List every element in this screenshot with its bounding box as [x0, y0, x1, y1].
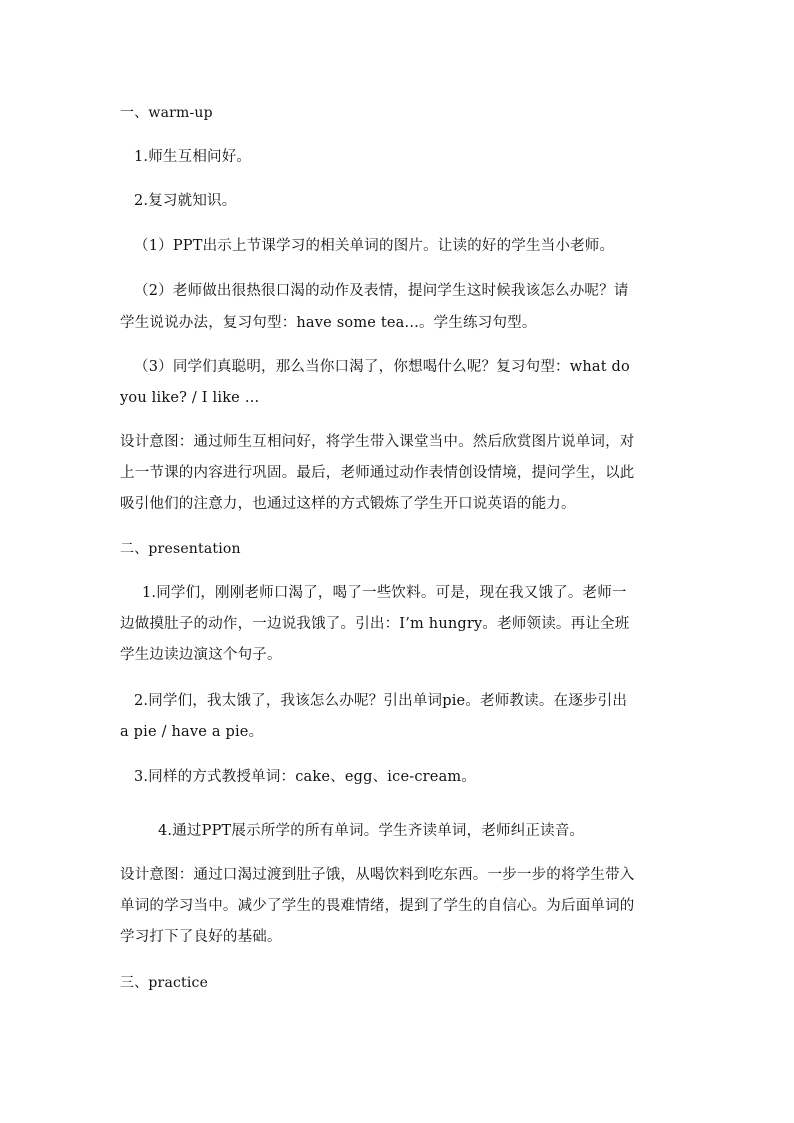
- presentation-item-1-line-2: 边做摸肚子的动作，一边说我饿了。引出：I’m hungry。老师领读。再让全班: [120, 616, 630, 632]
- warmup-design-line-2: 上一节课的内容进行巩固。最后，老师通过动作表情创设情境，提问学生，以此: [120, 465, 635, 481]
- section-heading-practice: 三、practice: [120, 975, 209, 991]
- warmup-sub-1: （1）PPT出示上节课学习的相关单词的图片。让读的好的学生当小老师。: [134, 238, 615, 254]
- warmup-item-2: 2.复习就知识。: [134, 193, 237, 209]
- warmup-design-line-1: 设计意图：通过师生互相问好，将学生带入课堂当中。然后欣赏图片说单词，对: [120, 434, 635, 450]
- presentation-item-2-line-1: 2.同学们，我太饿了，我该怎么办呢？引出单词pie。老师教读。在逐步引出: [134, 693, 628, 709]
- warmup-item-1: 1.师生互相问好。: [134, 149, 252, 165]
- warmup-sub-2-line-2: 学生说说办法，复习句型：have some tea...。学生练习句型。: [120, 315, 537, 331]
- presentation-item-3: 3.同样的方式教授单词：cake、egg、ice-cream。: [134, 769, 477, 785]
- section-heading-presentation: 二、presentation: [120, 541, 241, 557]
- warmup-sub-3-line-1: （3）同学们真聪明，那么当你口渴了，你想喝什么呢？复习句型：what do: [134, 359, 630, 375]
- warmup-sub-3-line-2: you like? / I like …: [120, 390, 260, 406]
- presentation-item-1-line-3: 学生边读边演这个句子。: [120, 647, 282, 663]
- section-heading-warmup: 一、warm-up: [120, 105, 213, 121]
- warmup-design-line-3: 吸引他们的注意力，也通过这样的方式锻炼了学生开口说英语的能力。: [120, 496, 576, 512]
- presentation-design-line-1: 设计意图：通过口渴过渡到肚子饿，从喝饮料到吃东西。一步一步的将学生带入: [120, 867, 635, 883]
- presentation-item-2-line-2: a pie / have a pie。: [120, 724, 264, 740]
- warmup-sub-2-line-1: （2）老师做出很热很口渴的动作及表情，提问学生这时候我该怎么办呢？请: [134, 283, 629, 299]
- presentation-item-4: 4.通过PPT展示所学的所有单词。学生齐读单词，老师纠正读音。: [158, 823, 585, 839]
- presentation-item-1-line-1: 1.同学们，刚刚老师口渴了，喝了一些饮料。可是，现在我又饿了。老师一: [142, 585, 627, 601]
- presentation-design-line-2: 单词的学习当中。减少了学生的畏难情绪，提到了学生的自信心。为后面单词的: [120, 898, 635, 914]
- presentation-design-line-3: 学习打下了良好的基础。: [120, 929, 282, 945]
